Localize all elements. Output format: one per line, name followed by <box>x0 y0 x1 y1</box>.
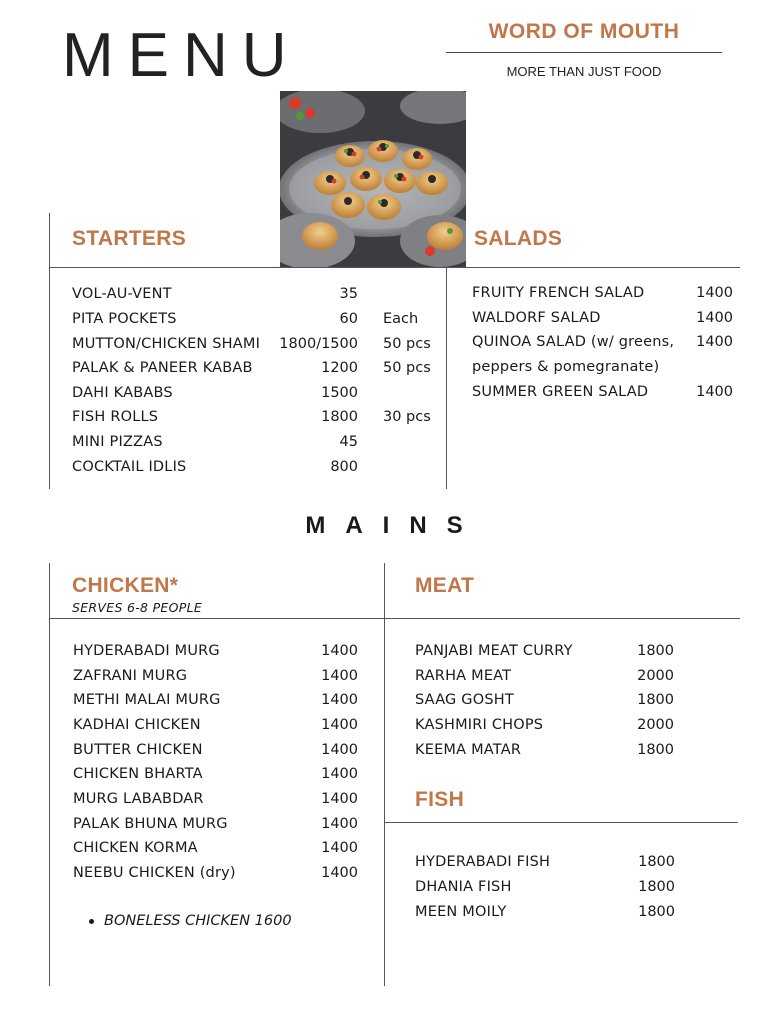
list-item: KASHMIRI CHOPS <box>415 717 544 733</box>
item-price: 1400 <box>321 840 358 856</box>
mains-center-divider <box>384 563 385 986</box>
list-item: PITA POCKETS <box>72 311 177 327</box>
list-item: WALDORF SALAD <box>472 310 601 326</box>
list-item: PALAK & PANEER KABAB <box>72 360 253 376</box>
list-item: COCKTAIL IDLIS <box>72 459 187 475</box>
starters-left-rule <box>49 213 50 489</box>
item-price: 1500 <box>321 385 358 401</box>
item-price: 2000 <box>637 717 674 733</box>
item-price: 60 <box>339 311 358 327</box>
starters-salads-divider <box>446 267 447 489</box>
item-price: 2000 <box>637 668 674 684</box>
item-price: 1800 <box>638 879 675 895</box>
item-price: 800 <box>330 459 358 475</box>
item-note: 50 pcs <box>383 336 431 352</box>
item-note: Each <box>383 311 419 327</box>
item-price: 1400 <box>321 717 358 733</box>
item-price: 1800 <box>637 643 674 659</box>
boneless-chicken-note: BONELESS CHICKEN 1600 <box>104 913 292 929</box>
item-price: 1200 <box>321 360 358 376</box>
list-item: RARHA MEAT <box>415 668 512 684</box>
list-item: DHANIA FISH <box>415 879 512 895</box>
item-price: 1400 <box>696 285 733 301</box>
item-price: 1400 <box>696 310 733 326</box>
list-item: KADHAI CHICKEN <box>73 717 201 733</box>
chicken-heading: CHICKEN* <box>72 574 179 597</box>
item-price: 1400 <box>321 692 358 708</box>
starters-heading: STARTERS <box>72 227 187 250</box>
chicken-serves-note: SERVES 6-8 PEOPLE <box>72 600 203 615</box>
list-item: MURG LABABDAR <box>73 791 204 807</box>
list-item: KEEMA MATAR <box>415 742 522 758</box>
menu-title: MENU <box>62 21 301 90</box>
list-item: VOL-AU-VENT <box>72 286 172 302</box>
item-price: 45 <box>339 434 358 450</box>
item-price: 1800 <box>638 904 675 920</box>
list-item: PANJABI MEAT CURRY <box>415 643 573 659</box>
item-price: 1800 <box>321 409 358 425</box>
item-price: 35 <box>339 286 358 302</box>
item-note: 30 pcs <box>383 409 431 425</box>
list-item: FRUITY FRENCH SALAD <box>472 285 645 301</box>
list-item: FISH ROLLS <box>72 409 159 425</box>
list-item: BUTTER CHICKEN <box>73 742 203 758</box>
item-price: 1800 <box>637 692 674 708</box>
item-price: 1400 <box>321 766 358 782</box>
item-price: 1400 <box>321 742 358 758</box>
item-price: 1400 <box>321 668 358 684</box>
bullet-icon <box>89 919 94 924</box>
brand-divider <box>446 52 722 53</box>
item-price: 1800/1500 <box>279 336 358 352</box>
top-section-rule <box>50 267 740 268</box>
list-item: PALAK BHUNA MURG <box>73 816 228 832</box>
list-item: ZAFRANI MURG <box>73 668 188 684</box>
list-item-continued: peppers & pomegranate) <box>472 359 660 375</box>
list-item: HYDERABADI FISH <box>415 854 551 870</box>
list-item: QUINOA SALAD (w/ greens, <box>472 334 675 350</box>
chicken-left-rule <box>49 563 50 986</box>
list-item: MINI PIZZAS <box>72 434 163 450</box>
meat-heading: MEAT <box>415 574 475 597</box>
list-item: DAHI KABABS <box>72 385 173 401</box>
item-price: 1400 <box>696 384 733 400</box>
list-item: MUTTON/CHICKEN SHAMI <box>72 336 261 352</box>
fish-section-rule <box>385 822 738 823</box>
item-price: 1800 <box>638 854 675 870</box>
list-item: CHICKEN KORMA <box>73 840 198 856</box>
item-price: 1400 <box>321 816 358 832</box>
item-price: 1400 <box>321 791 358 807</box>
list-item: MEEN MOILY <box>415 904 507 920</box>
list-item: CHICKEN BHARTA <box>73 766 203 782</box>
list-item: METHI MALAI MURG <box>73 692 221 708</box>
food-photo <box>280 91 466 267</box>
list-item: NEEBU CHICKEN (dry) <box>73 865 236 881</box>
mains-title: MAINS <box>305 512 483 539</box>
list-item: SUMMER GREEN SALAD <box>472 384 649 400</box>
brand-name: WORD OF MOUTH <box>488 20 680 43</box>
fish-heading: FISH <box>415 788 465 811</box>
mains-section-rule <box>50 618 740 619</box>
brand-tagline: MORE THAN JUST FOOD <box>506 64 662 79</box>
salads-heading: SALADS <box>474 227 563 250</box>
vol-au-vent-platter-image <box>280 91 466 267</box>
list-item: HYDERABADI MURG <box>73 643 220 659</box>
item-price: 1400 <box>696 334 733 350</box>
item-note: 50 pcs <box>383 360 431 376</box>
item-price: 1400 <box>321 865 358 881</box>
list-item: SAAG GOSHT <box>415 692 514 708</box>
item-price: 1800 <box>637 742 674 758</box>
item-price: 1400 <box>321 643 358 659</box>
